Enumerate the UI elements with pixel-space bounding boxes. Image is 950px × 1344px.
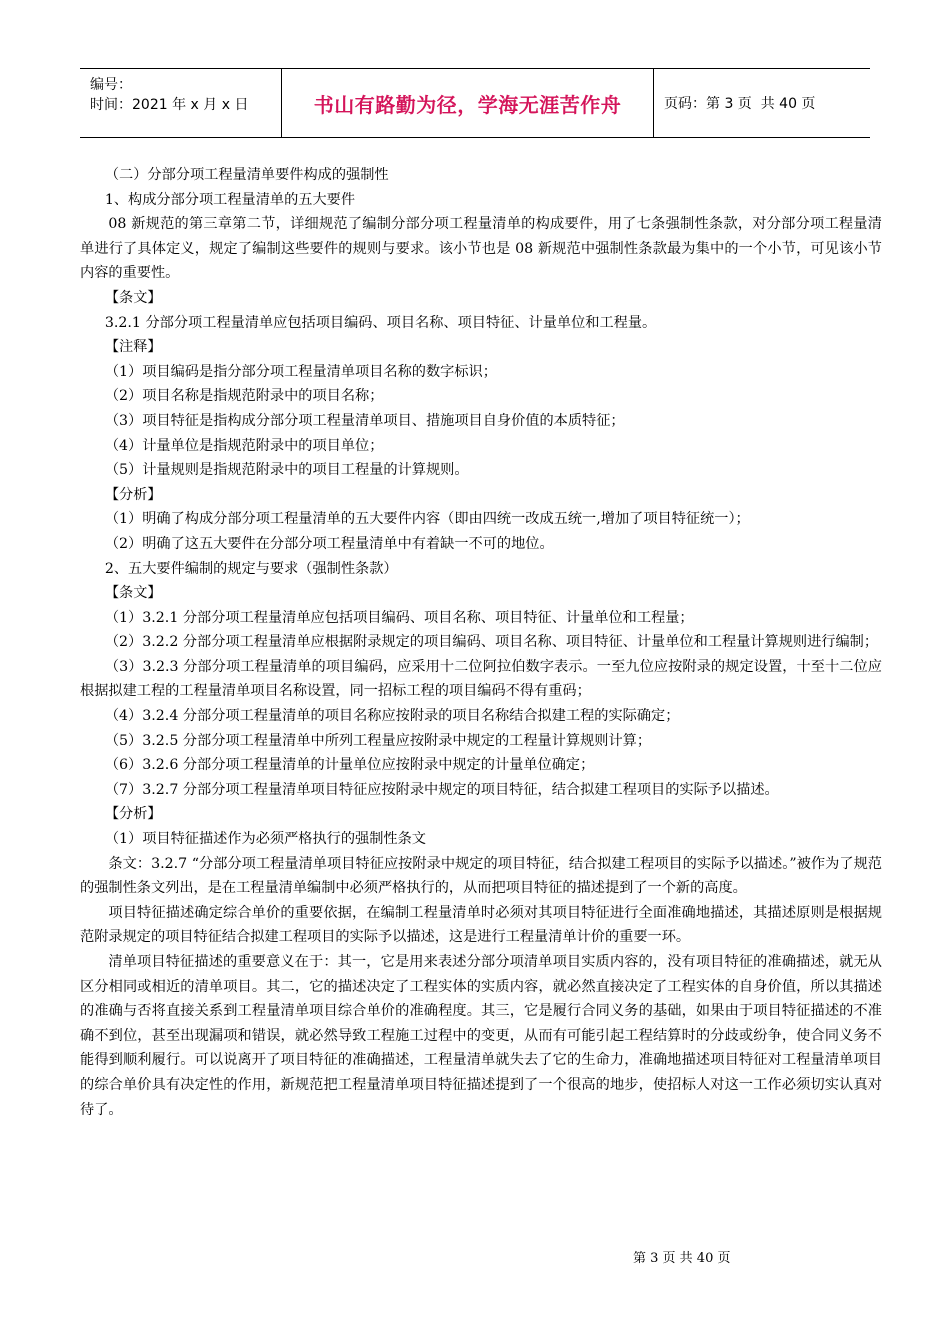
paragraph: （2）项目名称是指规范附录中的项目名称； bbox=[104, 388, 384, 405]
header-page-info bbox=[654, 69, 870, 137]
paragraph: 【注释】 bbox=[104, 339, 162, 356]
paragraph: （7）3.2.7 分部分项工程量清单项目特征应按附录中规定的项目特征，结合拟建工程项目的实际予以描述。 bbox=[104, 781, 779, 798]
document-time-label: 时间：2021 年 x 月 x 日 bbox=[90, 97, 249, 113]
paragraph: （1）项目编码是指分部分项工程量清单项目名称的数字标识； bbox=[104, 363, 497, 380]
paragraph: （3）3.2.3 分部分项工程量清单的项目编码，应采用十二位阿拉伯数字表示。一至九位应按附录的规定设置，十至十二位应根据拟建工程的工程量清单项目名称设置，同一招标工程的项目编码不得有重码； bbox=[80, 658, 882, 700]
paragraph: （1）3.2.1 分部分项工程量清单应包括项目编码、项目名称、项目特征、计量单位和工程量； bbox=[104, 609, 694, 626]
paragraph: （5）计量规则是指规范附录中的项目工程量的计算规则。 bbox=[104, 462, 469, 479]
document-body bbox=[80, 163, 882, 1122]
header-meta bbox=[80, 69, 282, 137]
paragraph: 【分析】 bbox=[104, 486, 162, 503]
paragraph: 【条文】 bbox=[104, 289, 162, 306]
paragraph: （二）分部分项工程量清单要件构成的强制性 bbox=[104, 167, 389, 183]
paragraph: 项目特征描述确定综合单价的重要依据，在编制工程量清单时必须对其项目特征进行全面准确地描述，其描述原则是根据规范附录规定的项目特征结合拟建工程项目的实际予以描述，这是进行工程量清单计价的重要一环。 bbox=[80, 904, 882, 946]
paragraph: 08 新规范的第三章第二节，详细规范了编制分部分项工程量清单的构成要件，用了七条强制性条款，对分部分项工程量清单进行了具体定义，规定了编制这些要件的规则与要求。该小节也是 08 新规范中强制性条款最为集中的一个小节，可见该小节内容的重要性。 bbox=[80, 216, 882, 282]
paragraph: （4）3.2.4 分部分项工程量清单的项目名称应按附录的项目名称结合拟建工程的实际确定； bbox=[104, 708, 680, 725]
paragraph: （3）项目特征是指构成分部分项工程量清单项目、措施项目自身价值的本质特征； bbox=[104, 412, 625, 429]
header-page-label: 页码：第 3 页 共 40 页 bbox=[664, 96, 816, 112]
paragraph: （1）项目特征描述作为必须严格执行的强制性条文 bbox=[104, 831, 426, 848]
paragraph: （6）3.2.6 分部分项工程量清单的计量单位应按附录中规定的计量单位确定； bbox=[104, 757, 595, 774]
paragraph: 条文：3.2.7 “分部分项工程量清单项目特征应按附录中规定的项目特征，结合拟建工程项目的实际予以描述。”被作为了规范的强制性条文列出，是在工程量清单编制中必须严格执行的，从而把项目特征的描述提到了一个新的高度。 bbox=[80, 855, 882, 897]
paragraph: 1、构成分部分项工程量清单的五大要件 bbox=[104, 191, 356, 208]
paragraph: （4）计量单位是指规范附录中的项目单位； bbox=[104, 437, 384, 454]
motto-text: 书山有路勤为径，学海无涯苦作舟 bbox=[313, 92, 622, 117]
page-footer: 第 3 页 共 40 页 bbox=[633, 1251, 731, 1266]
paragraph: 3.2.1 分部分项工程量清单应包括项目编码、项目名称、项目特征、计量单位和工程量。 bbox=[104, 314, 657, 331]
document-number-label: 编号： bbox=[90, 77, 132, 93]
paragraph: （5）3.2.5 分部分项工程量清单中所列工程量应按附录中规定的工程量计算规则计算； bbox=[104, 732, 652, 749]
paragraph: （2）3.2.2 分部分项工程量清单应根据附录规定的项目编码、项目名称、项目特征、计量单位和工程量计算规则进行编制； bbox=[104, 634, 879, 651]
paragraph: （1）明确了构成分部分项工程量清单的五大要件内容（即由四统一改成五统一,增加了项目特征统一）； bbox=[104, 511, 750, 528]
page-header bbox=[80, 68, 870, 138]
paragraph: 【条文】 bbox=[104, 585, 162, 602]
paragraph: 【分析】 bbox=[104, 806, 162, 823]
header-motto bbox=[282, 69, 654, 137]
paragraph: 清单项目特征描述的重要意义在于：其一，它是用来表述分部分项清单项目实质内容的，没有项目特征的准确描述，就无从区分相同或相近的清单项目。其二，它的描述决定了工程实体的实质内容，就必然直接决定了工程实体的自身价值，所以其描述的准确与否将直接关系到工程量清单项目综合单价的准确程度。其三，它是履行合同义务的基础，如果由于项目特征描述的不准确不到位，甚至出现漏项和错误，就必然导致工程施工过程中的变更，从而有可能引起工程结算时的分歧或纷争，使合同义务不能得到顺利履行。可以说离开了项目特征的准确描述，工程量清单就失去了它的生命力，准确地描述项目特征对工程量清单项目的综合单价具有决定性的作用，新规范把工程量清单项目特征描述提到了一个很高的地步，使招标人对这一工作必须切实认真对待了。 bbox=[80, 954, 882, 1118]
paragraph: （2）明确了这五大要件在分部分项工程量清单中有着缺一不可的地位。 bbox=[104, 535, 554, 552]
paragraph: 2、五大要件编制的规定与要求（强制性条款） bbox=[104, 560, 398, 577]
